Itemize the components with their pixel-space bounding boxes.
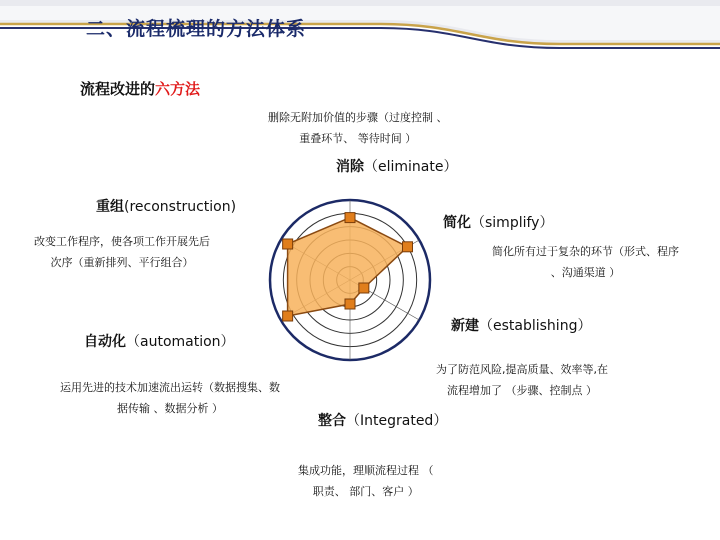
desc-line: 重叠环节、 等待时间 ） <box>299 132 417 145</box>
method-name: 自动化 <box>84 334 126 350</box>
radar-point-marker <box>345 299 355 309</box>
desc-line: 职责、 部门、客户 ） <box>312 485 419 498</box>
method-name: 重组 <box>96 199 124 215</box>
method-english: （simplify） <box>471 215 554 231</box>
method-english: （eliminate） <box>364 159 458 175</box>
desc-line: 集成功能，理顺流程过程 （ <box>298 464 434 477</box>
desc-line: 、沟通渠道 ） <box>550 266 621 279</box>
desc-line: 改变工作程序，使各项工作开展先后 <box>34 235 210 248</box>
method-desc-establishing <box>436 359 608 401</box>
section-subtitle <box>80 78 200 99</box>
method-desc-simplify <box>492 241 679 283</box>
radar-point-marker <box>345 213 355 223</box>
radar-point-marker <box>283 311 293 321</box>
method-desc-reconstruction <box>34 231 210 273</box>
subtitle-prefix: 流程改进的 <box>80 80 156 98</box>
method-label-establishing <box>451 315 591 335</box>
method-label-integrated <box>318 410 447 430</box>
method-desc-eliminate <box>268 107 448 149</box>
page-title: 二、流程梳理的方法体系 <box>86 18 307 40</box>
method-name: 整合 <box>318 413 346 429</box>
method-label-automation <box>84 331 235 351</box>
desc-line: 为了防范风险,提高质量、效率等,在 <box>436 363 608 376</box>
desc-line: 流程增加了 （步骤、控制点 ） <box>447 384 597 397</box>
method-english: (reconstruction) <box>124 199 237 215</box>
desc-line: 运用先进的技术加速流出运转（数据搜集、数 <box>60 381 280 394</box>
method-name: 简化 <box>443 215 471 231</box>
desc-line: 简化所有过于复杂的环节（形式、程序 <box>492 245 679 258</box>
method-name: 消除 <box>336 159 364 175</box>
method-label-simplify <box>443 212 553 232</box>
method-label-eliminate <box>336 156 457 176</box>
radar-chart <box>260 190 440 370</box>
radar-point-marker <box>359 283 369 293</box>
slide-header <box>0 0 720 50</box>
desc-line: 据传输 、数据分析 ） <box>117 402 223 415</box>
desc-line: 次序（重新排列、平行组合） <box>50 256 194 269</box>
radar-point-marker <box>403 242 413 252</box>
desc-line: 删除无附加价值的步骤（过度控制 、 <box>268 111 448 124</box>
method-english: （establishing） <box>479 318 592 334</box>
method-name: 新建 <box>451 318 479 334</box>
radar-point-marker <box>283 239 293 249</box>
method-desc-integrated <box>298 460 434 502</box>
method-english: （Integrated） <box>346 413 448 429</box>
method-desc-automation <box>60 377 280 419</box>
subtitle-highlight: 六方法 <box>155 80 201 98</box>
method-english: （automation） <box>126 334 235 350</box>
method-label-reconstruction <box>96 196 236 216</box>
